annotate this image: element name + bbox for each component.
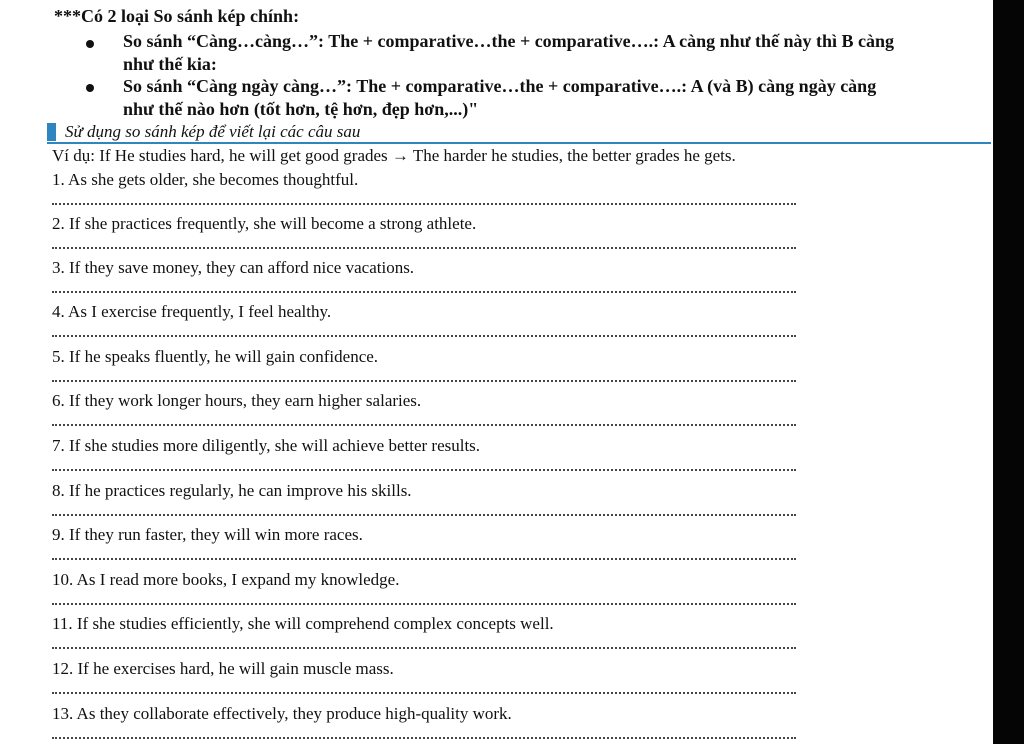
question-item: 13. As they collaborate effectively, they produce high-quality work.	[52, 704, 512, 723]
question-item: 7. If she studies more diligently, she will achieve better results.	[52, 436, 481, 455]
bullet-1-line-1: So sánh “Càng…càng…”: The + comparative…the + comparative….: A càng như thế này thì B càng	[123, 31, 895, 51]
answer-line[interactable]	[52, 647, 796, 649]
question-item: 3. If they save money, they can afford nice vacations.	[52, 258, 415, 277]
answer-line[interactable]	[52, 335, 796, 337]
answer-line[interactable]	[52, 380, 796, 382]
bullet-1	[123, 30, 968, 76]
answer-line[interactable]	[52, 737, 796, 739]
question-item: 8. If he practices regularly, he can improve his skills.	[52, 481, 412, 500]
question-item: 2. If she practices frequently, she will become a strong athlete.	[52, 214, 477, 233]
answer-line[interactable]	[52, 247, 796, 249]
page-edge-background	[993, 0, 1024, 744]
question-item: 10. As I read more books, I expand my knowledge.	[52, 570, 400, 589]
question-item: 1. As she gets older, she becomes thoughtful.	[52, 170, 359, 189]
bullet-1-line-2: như thế kia:	[123, 54, 217, 74]
answer-line[interactable]	[52, 692, 796, 694]
example-sentence: Ví dụ: If He studies hard, he will get good grades → The harder he studies, the better grades he gets.	[52, 146, 736, 165]
question-item: 5. If he speaks fluently, he will gain confidence.	[52, 347, 379, 366]
section-title: Sử dụng so sánh kép để viết lại các câu sau	[65, 122, 361, 141]
bullet-2-line-2: như thế nào hơn (tốt hơn, tệ hơn, đẹp hơn,...)"	[123, 99, 479, 119]
question-item: 12. If he exercises hard, he will gain muscle mass.	[52, 659, 394, 678]
answer-line[interactable]	[52, 469, 796, 471]
question-item: 6. If they work longer hours, they earn higher salaries.	[52, 391, 422, 410]
answer-line[interactable]	[52, 424, 796, 426]
bullet-dot	[86, 40, 94, 48]
bullet-dot	[86, 84, 94, 92]
question-item: 11. If she studies efficiently, she will comprehend complex concepts well.	[52, 614, 554, 633]
bullet-2	[123, 75, 968, 121]
answer-line[interactable]	[52, 203, 796, 205]
answer-line[interactable]	[52, 291, 796, 293]
bullet-2-line-1: So sánh “Càng ngày càng…”: The + comparative…the + comparative….: A (và B) càng ngày càng	[123, 76, 877, 96]
intro-title: ***Có 2 loại So sánh kép chính:	[54, 6, 300, 26]
answer-line[interactable]	[52, 514, 796, 516]
question-item: 9. If they run faster, they will win more races.	[52, 525, 363, 544]
answer-line[interactable]	[52, 603, 796, 605]
answer-line[interactable]	[52, 558, 796, 560]
section-heading	[47, 122, 991, 144]
question-item: 4. As I exercise frequently, I feel healthy.	[52, 302, 332, 321]
section-marker	[47, 123, 56, 141]
